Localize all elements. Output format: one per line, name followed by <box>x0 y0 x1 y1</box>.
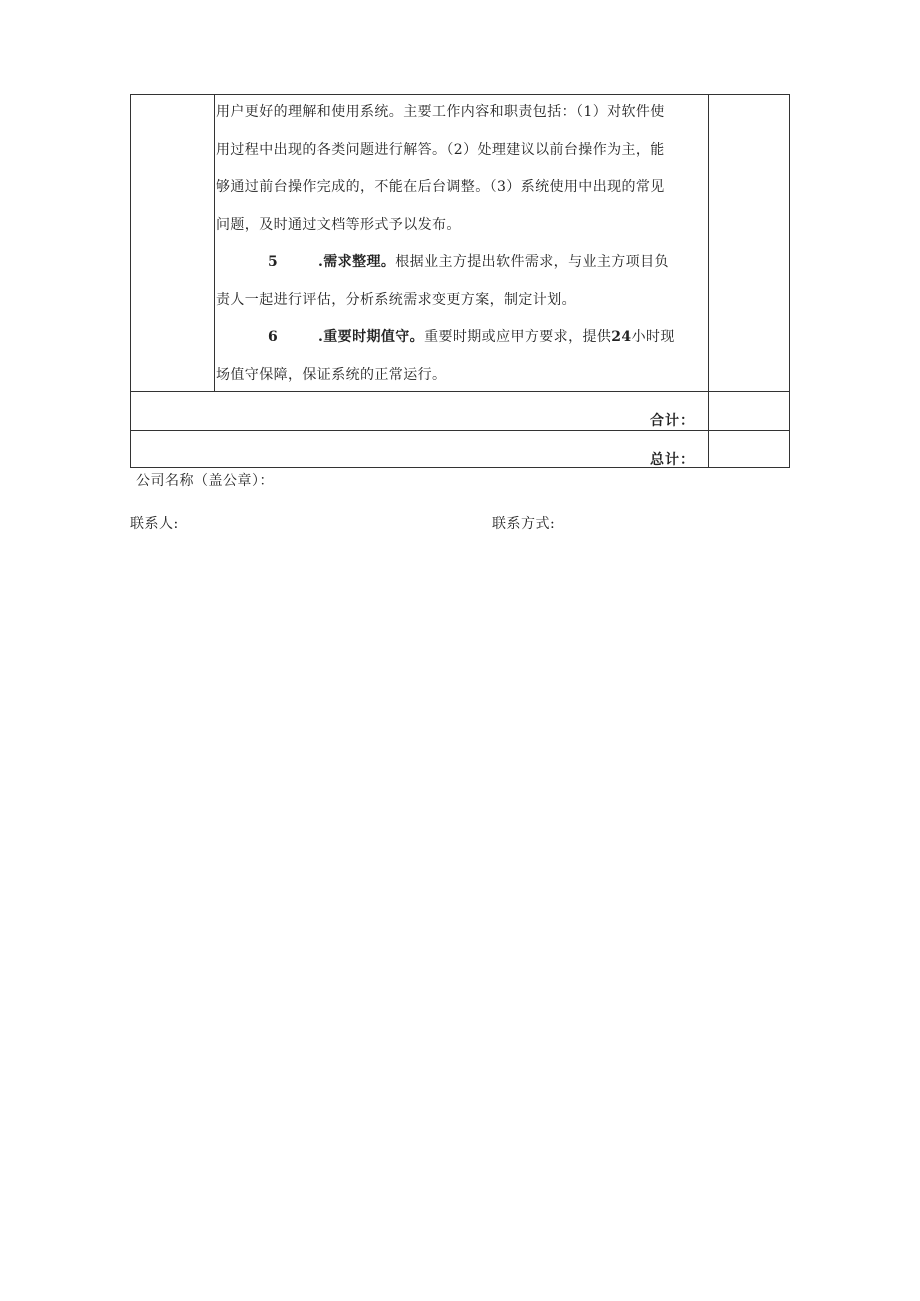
description-cell <box>216 94 708 394</box>
table-border-left <box>130 94 131 468</box>
table-col-divider-2 <box>708 94 709 468</box>
table-row-divider-2 <box>130 430 790 431</box>
item-5-number: 5 <box>268 254 279 270</box>
contact-person-label: 联系人: <box>130 516 179 532</box>
company-name-label: 公司名称（盖公章）： <box>136 473 274 489</box>
item-5-text-cont: 责人一起进行评估，分析系统需求变更方案，制定计划。 <box>216 291 576 308</box>
subtotal-label: 合计： <box>650 413 695 429</box>
item-6 <box>216 319 708 357</box>
item-6-number: 6 <box>268 329 279 345</box>
body-line: 问题，及时通过文档等形式予以发布。 <box>216 216 461 233</box>
item-5 <box>216 244 708 282</box>
item-5-text: 根据业主方提出软件需求，与业主方项目负 <box>395 254 669 270</box>
contact-method-label: 联系方式: <box>492 516 556 532</box>
total-label: 总计： <box>650 452 695 468</box>
item-6-text-b: 小时现 <box>631 329 675 345</box>
body-line: 用户更好的理解和使用系统。主要工作内容和职责包括：（1）对软件使 <box>216 104 665 120</box>
body-line: 够通过前台操作完成的，不能在后台调整。（3）系统使用中出现的常见 <box>216 179 665 195</box>
body-line: 用过程中出现的各类问题进行解答。（2）处理建议以前台操作为主，能 <box>216 141 665 158</box>
table-col-divider-1 <box>214 94 215 391</box>
item-6-text-a: 重要时期或应甲方要求，提供 <box>424 329 612 345</box>
table-border-right <box>789 94 790 468</box>
item-5-title: .需求整理。 <box>318 254 396 270</box>
item-6-hours: 24 <box>611 329 632 345</box>
item-6-text-cont: 场值守保障，保证系统的正常运行。 <box>216 366 447 383</box>
item-6-title: .重要时期值守。 <box>318 329 425 345</box>
